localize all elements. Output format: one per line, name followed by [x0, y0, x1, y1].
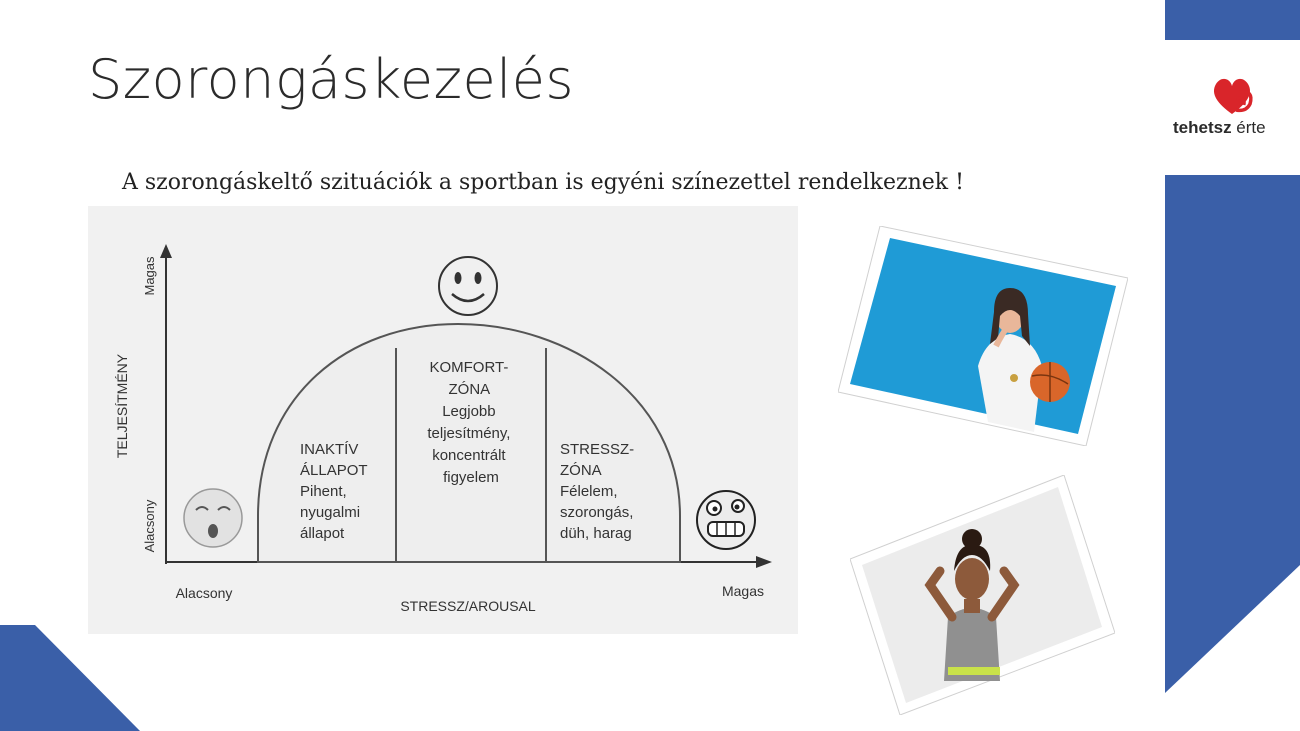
slide-subtitle: A szorongáskeltő szituációk a sportban is egyéni színezettel rendelkeznek ! — [122, 170, 964, 195]
girl-with-basketball-photo — [838, 226, 1128, 446]
zone-stress-line: ZÓNA — [560, 462, 601, 479]
y-high-label: Magas — [142, 256, 157, 296]
x-low-label: Alacsony — [175, 585, 233, 601]
zone-inactive-line: ÁLLAPOT — [300, 462, 368, 479]
smiley-face-icon — [439, 257, 497, 315]
y-axis-label: TELJESÍTMÉNY — [114, 353, 130, 459]
logo-text-regular: érte — [1231, 118, 1266, 137]
zone-comfort-line: Legjobb — [442, 403, 496, 420]
logo-text-bold: tehetsz — [1173, 118, 1232, 137]
zone-inactive-line: nyugalmi — [300, 504, 361, 521]
sleepy-face-icon — [184, 489, 242, 547]
zone-inactive-line: állapot — [300, 525, 345, 542]
zone-comfort-line: figyelem — [443, 469, 499, 486]
x-axis-label: STRESSZ/AROUSAL — [400, 598, 536, 614]
zone-stress-line: STRESSZ- — [560, 441, 635, 458]
y-low-label: Alacsony — [142, 499, 157, 553]
slide-title: Szorongáskezelés — [88, 48, 575, 111]
logo-text — [1173, 118, 1266, 138]
zone-comfort-line: koncentrált — [432, 447, 506, 464]
zone-stress-line: düh, harag — [560, 525, 632, 542]
zone-stress-line: Félelem, — [560, 483, 618, 500]
heart-icon — [1170, 70, 1295, 150]
zone-comfort-line: KOMFORT- — [429, 359, 509, 376]
zone-comfort-line: teljesítmény, — [427, 425, 511, 442]
angry-face-icon — [697, 491, 755, 549]
zone-inactive-line: Pihent, — [300, 483, 347, 500]
x-high-label: Magas — [721, 583, 765, 599]
top-right-accent-bar — [1165, 0, 1300, 40]
woman-with-headache-photo — [850, 475, 1115, 715]
zone-comfort-line: ZÓNA — [448, 381, 490, 398]
performance-arousal-diagram — [88, 206, 798, 634]
zone-inactive-line: INAKTÍV — [300, 441, 359, 458]
right-accent-shape — [1165, 175, 1300, 693]
zone-stress-line: szorongás, — [560, 504, 634, 521]
bottom-left-accent-shape — [0, 625, 140, 731]
